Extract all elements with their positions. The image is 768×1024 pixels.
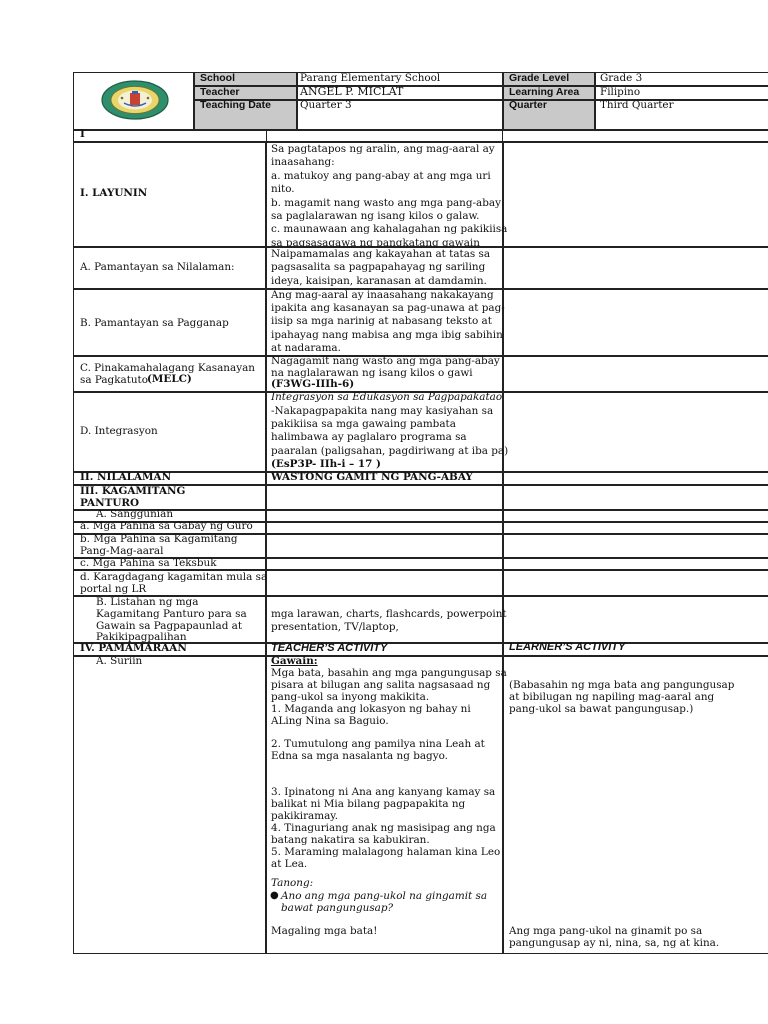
melc-code: (F3WG-IIIh-6) <box>271 378 355 390</box>
suriin-label-cell <box>73 656 266 954</box>
pamantayan-nilalaman-text: Naipamamalas ang kakayahan at tatas sa pagsasalita sa pagpapahayag ng sariling ideya, kaisipan, karanasan at damdamin. <box>271 248 491 287</box>
tanong-question: Ano ang mga pang-ukol na gingamit sa bawat pangungusap? <box>281 890 488 914</box>
school-label: School <box>200 72 236 84</box>
pamantayan-pagganap-text: Ang mag-aaral ay inaasahang nakakayang ipakita ang kasanayan sa pag-unawa at pag- iisip sa mga narinig at nabasang teksto at ipahayag nang mabisa ang mga ibig sabihin at nadarama. <box>271 289 505 354</box>
layunin-text: Sa pagtatapos ng aralin, ang mag-aaral ay inaasahang: a. matukoy ang pang-abay at ang mga uri nito. b. magamit nang wasto ang mga pang-abay sa paglalarawan ng isang kilos o galaw. c. maunawaan ang kahalagahan ng pakikiisa sa pagsasagawa ng pangkatang gawain <box>271 143 508 249</box>
sanggunian-label: A. Sanggunian <box>96 508 174 520</box>
integrasyon-learner-cell <box>503 392 768 472</box>
sanggunian-learner-cell <box>503 510 768 522</box>
quarter-label: Quarter <box>509 99 547 111</box>
listahan-learner-cell <box>503 596 768 643</box>
mag-aaral-learner-cell <box>503 534 768 558</box>
nilalaman-learner-cell <box>503 472 768 485</box>
nilalaman-std-learner-cell <box>503 247 768 289</box>
karagdagang-learner-cell <box>503 570 768 596</box>
karagdagang-text-cell <box>266 570 503 596</box>
layunin-label: I. LAYUNIN <box>80 187 148 199</box>
teksbuk-label: c. Mga Pahina sa Teksbuk <box>80 557 217 569</box>
date-value: Quarter 3 <box>300 99 352 111</box>
gabay-text-cell <box>266 522 503 534</box>
melc-text: Nagagamit nang wasto ang mga pang-abay na naglalarawan ng isang kilos o gawi <box>271 355 500 379</box>
gawain-text: Mga bata, basahin ang mga pangungusap sa pisara at bilugan ang salita nagsasaad ng pang-ukol sa inyong makikita. 1. Maganda ang lokasyon ng bahay ni ALing Nina sa Baguio. 2. Tumutulong ang pamilya nina Leah at Edna sa mga nasalanta ng bagyo. 3. Ipinatong ni Ana ang kanyang kamay sa balikat ni Mia bilang pagpapakita ng pakikiramay. 4. Tinaguriang anak ng masisipag ang nga batang nakatira sa kabukiran. 5. Maraming malalagong halaman kina Leo at Lea. <box>271 667 507 870</box>
teksbuk-learner-cell <box>503 558 768 570</box>
gabay-learner-cell <box>503 522 768 534</box>
teacher-value: ANGEL P. MICLAT <box>300 85 404 98</box>
gabay-label: a. Mga Pahina sa Gabay ng Guro <box>80 520 253 532</box>
kagamitan-text-cell <box>266 485 503 510</box>
pamantayan-pagganap-label: B. Pamantayan sa Pagganap <box>80 317 229 329</box>
nilalaman-text: WASTONG GAMIT NG PANG-ABAY <box>271 471 473 483</box>
teacher-activity-header: TEACHER’S ACTIVITY <box>271 642 388 654</box>
nilalaman-label: II. NILALAMAN <box>80 471 172 483</box>
magaling-text: Magaling mga bata! <box>271 925 378 937</box>
karagdagang-label: d. Karagdagang kagamitan mula sa portal ng LR <box>80 571 268 595</box>
integrasyon-italic: Integrasyon sa Edukasyon sa Pagpapakatao <box>271 391 503 403</box>
bullet-icon: ● <box>270 890 279 901</box>
area-value: Filipino <box>600 86 641 98</box>
learner-response-1: (Babasahin ng mga bata ang pangungusap at bibilugan ng napiling mag-aaral ang pang-ukol sa bawat pangungusap.) <box>509 679 735 715</box>
deped-seal-logo <box>100 79 170 121</box>
melc-learner-cell <box>503 356 768 392</box>
suriin-label: A. Suriin <box>96 655 143 667</box>
row-i-mid <box>266 130 503 142</box>
roman-i: I <box>80 128 85 140</box>
integrasyon-label: D. Integrasyon <box>80 425 158 437</box>
teksbuk-text-cell <box>266 558 503 570</box>
learner-response-2: Ang mga pang-ukol na ginamit po sa pangungusap ay ni, nina, sa, ng at kina. <box>509 925 720 949</box>
listahan-label: B. Listahan ng mga Kagamitang Panturo para sa Gawain sa Pagpapaunlad at Pakikipagpalihan <box>96 596 247 644</box>
melc-label: C. Pinakamahalagang Kasanayan sa Pagkatuto <box>80 362 255 386</box>
grade-value: Grade 3 <box>600 72 643 84</box>
learner-activity-header: LEARNER’S ACTIVITY <box>509 641 626 653</box>
integrasyon-code: (EsP3P- IIh-i – 17 ) <box>271 458 381 470</box>
sanggunian-text-cell <box>266 510 503 522</box>
layunin-learner-cell <box>503 142 768 247</box>
gawain-title: Gawain: <box>271 655 318 667</box>
quarter-value: Third Quarter <box>600 99 674 111</box>
integrasyon-text: -Nakapagpapakita nang may kasiyahan sa pakikiisa sa mga gawaing pambata halimbawa ay paglalaro programa sa paaralan (paligsahan, pagdiriwang at iba pa) <box>271 405 509 457</box>
kagamitan-learner-cell <box>503 485 768 510</box>
area-label: Learning Area <box>509 86 580 98</box>
melc-label-bold: (MELC) <box>147 373 192 385</box>
pamantayan-nilalaman-label: A. Pamantayan sa Nilalaman: <box>80 261 235 273</box>
pamamaraan-label: IV. PAMAMARAAN <box>80 642 187 654</box>
school-value: Parang Elementary School <box>300 72 441 84</box>
kagamitan-label: III. KAGAMITANG PANTURO <box>80 485 186 509</box>
grade-label: Grade Level <box>509 72 570 84</box>
teacher-label: Teacher <box>200 86 240 98</box>
tanong-label: Tanong: <box>271 877 314 889</box>
kagamitan-mag-aaral-label: b. Mga Pahina sa Kagamitang Pang-Mag-aaral <box>80 533 238 557</box>
date-label: Teaching Date <box>200 99 271 111</box>
listahan-text: mga larawan, charts, flashcards, powerpoint presentation, TV/laptop, <box>271 608 507 633</box>
pagganap-learner-cell <box>503 289 768 356</box>
mag-aaral-text-cell <box>266 534 503 558</box>
